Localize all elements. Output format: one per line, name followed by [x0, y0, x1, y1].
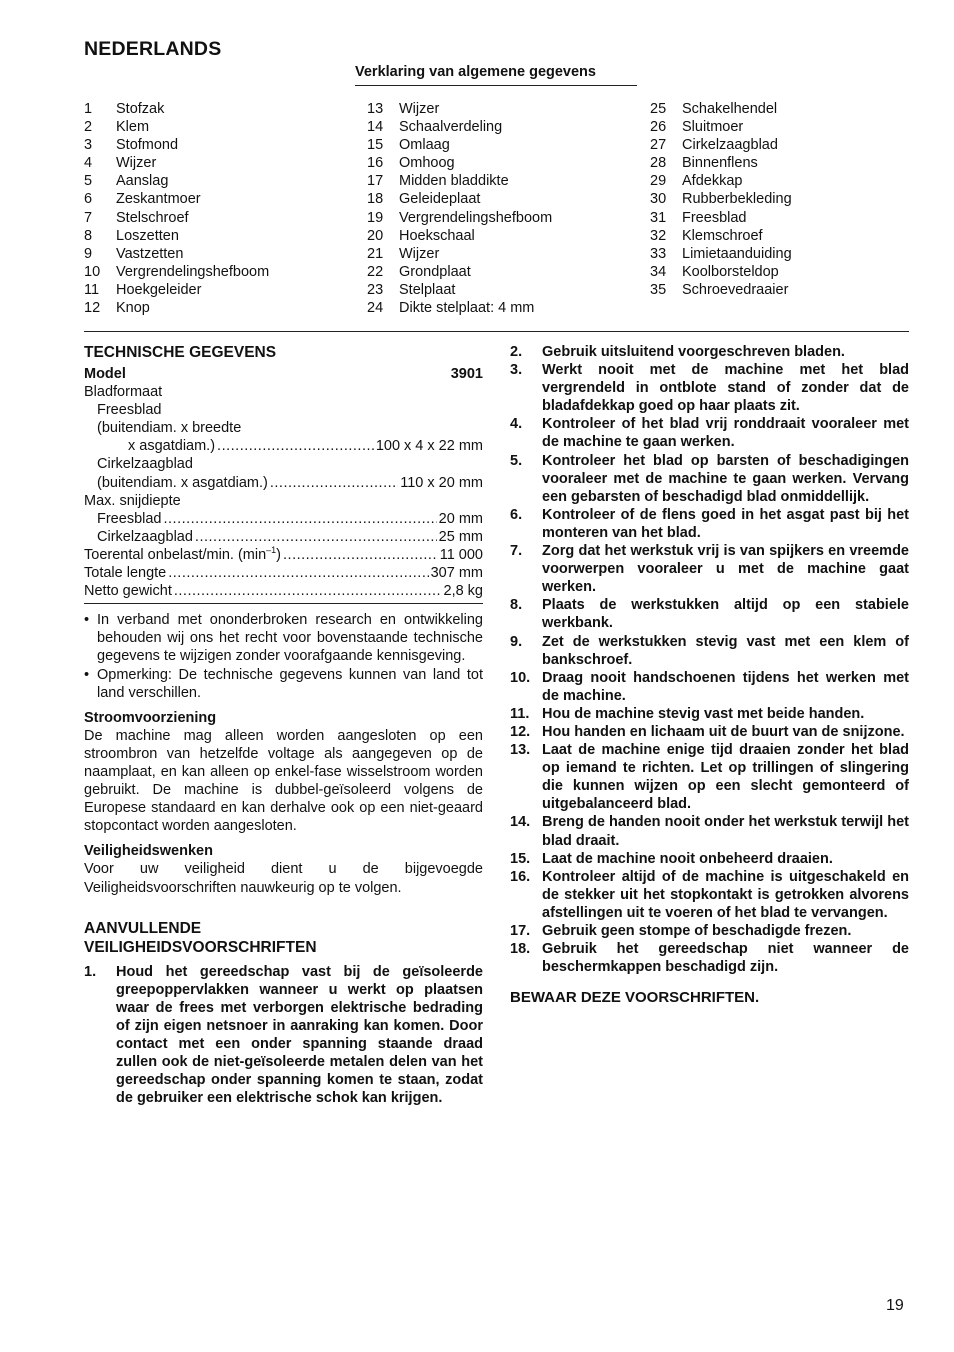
right-column [510, 343, 909, 1007]
list-item: • Opmerking: De technische gegevens kunnen van land tot land verschillen. [84, 666, 483, 701]
legend-item: 1 Stofzak [84, 101, 165, 117]
language-title: NEDERLANDS [84, 38, 222, 60]
list-item: 14. Breng de handen nooit onder het werkstuk terwijl het blad draait. [510, 814, 909, 849]
spec-lengte: Totale lengte ..... 307 mm [84, 564, 483, 582]
left-column [84, 343, 483, 1107]
spec-freesblad-depth: Freesblad ..... 20 mm [84, 510, 483, 528]
legend-item: 31 Freesblad [650, 209, 747, 226]
spec-cirkelzaagblad: Cirkelzaagblad [97, 456, 193, 473]
legend-item: 33 Limietaanduiding [650, 245, 792, 262]
bewaar-heading: BEWAAR DEZE VOORSCHRIFTEN. [510, 989, 760, 1007]
legend-item: 17 Midden bladdikte [367, 173, 509, 190]
legend-heading: Verklaring van algemene gegevens [355, 64, 637, 86]
specs-title: TECHNISCHE GEGEVENS [84, 344, 277, 361]
list-item: • In verband met ononderbroken research en ontwikkeling behouden wij ons het recht voor bovenstaande technische gegevens te wijzigen zonder voorafgaande kennisgeving. [84, 612, 483, 665]
legend-item: 22 Grondplaat [367, 263, 471, 280]
legend-item: 23 Stelplaat [367, 281, 456, 298]
legend-item: 9 Vastzetten [84, 245, 184, 262]
list-item: 9. Zet de werkstukken stevig vast met een klem of bankschroef. [510, 633, 909, 668]
legend-item: 29 Afdekkap [650, 173, 743, 190]
legend-item: 19 Vergrendelingshefboom [367, 209, 553, 226]
legend-item: 34 Koolborsteldop [650, 263, 779, 280]
legend-item: 12 Knop [84, 300, 150, 317]
legend-item: 24 Dikte stelplaat: 4 mm [367, 300, 535, 317]
legend-item: 2 Klem [84, 119, 150, 136]
legend-item: 27 Cirkelzaagblad [650, 137, 778, 154]
rules-list [510, 343, 909, 976]
list-item: 13. Laat de machine enige tijd draaien zonder het blad op iemand te richten. Let op trillingen of slingering die kunnen wijzen op een slecht gemonteerd of uitgebalanceerd blad. [510, 742, 909, 813]
list-item: 12. Hou handen en lichaam uit de buurt van de snijzone. [510, 723, 905, 740]
stroom-text: De machine mag alleen worden aangesloten op een stroombron van hetzelfde voltage als aangegeven op de naamplaat, en kan alleen op enkel-fase wisselstroom worden gebruikt. De machine is dubbel-geïsoleerd volgens de Europese standaard en kan derhalve ook op een niet-geaard stopcontact worden aangesloten. [84, 727, 483, 835]
legend-item: 7 Stelschroef [84, 209, 189, 226]
legend-item: 11 Hoekgeleider [84, 281, 202, 298]
list-item: 5. Kontroleer het blad op barsten of beschadigingen vooraleer met de machine te gaan werken. Vervang een gebarsten of beschadigd blad onmiddellijk. [510, 452, 909, 505]
list-item: 7. Zorg dat het werkstuk vrij is van spijkers en vreemde voorwerpen vooraleer u met de machine gaat werken. [510, 543, 909, 596]
bullet-icon: • [84, 666, 90, 683]
legend-column-3 [650, 100, 792, 299]
legend-item: 5 Aanslag [84, 173, 169, 190]
page-number: 19 [886, 1297, 904, 1314]
list-item: 6. Kontroleer of de flens goed in het asgat past bij het monteren van het blad. [510, 506, 909, 541]
legend-item: 20 Hoekschaal [367, 227, 475, 244]
legend-item: 3 Stofmond [84, 137, 179, 154]
legend-item: 10 Vergrendelingshefboom [84, 263, 270, 280]
spec-buitendiam: (buitendiam. x breedte [97, 420, 242, 437]
legend-item: 18 Geleideplaat [367, 191, 481, 208]
list-item: 18. Gebruik het gereedschap niet wanneer de beschermkappen beschadigd zijn. [510, 941, 909, 976]
section-divider [84, 331, 909, 332]
legend-item: 16 Omhoog [367, 155, 455, 172]
list-item: 15. Laat de machine nooit onbeheerd draaien. [510, 850, 833, 867]
veilig-title: Veiligheidswenken [84, 843, 213, 860]
legend-item: 32 Klemschroef [650, 227, 763, 244]
specs-notes [84, 611, 483, 701]
stroom-title: Stroomvoorziening [84, 709, 217, 726]
legend-item: 26 Sluitmoer [650, 119, 744, 136]
aanvullend-title: AANVULLENDE VEILIGHEIDSVOORSCHRIFTEN [84, 919, 317, 956]
list-item: 4. Kontroleer of het blad vrij ronddraait vooraleer met de machine te gaan werken. [510, 416, 909, 451]
list-item: 16. Kontroleer altijd of de machine is uitgeschakeld en de stekker uit het stopkontakt is getrokken alvorens afstellingen uit te voeren of het blad te vervangen. [510, 868, 909, 921]
list-item: 17. Gebruik geen stompe of beschadigde frezen. [510, 923, 852, 939]
legend-item: 4 Wijzer [84, 155, 157, 172]
list-item: 11. Hou de machine stevig vast met beide handen. [510, 705, 865, 722]
list-item: 1. Houd het gereedschap vast bij de geïsoleerde greepoppervlakken wanneer u werkt op plaatsen waar de frees met verborgen elektrische bedrading of zijn eigen netsnoer in aanraking kan komen. Door contact met een onder spanning staande draad zullen ook de niet-geïsoleerde metalen delen van het gereedschap onder spanning komen te staan, zodat de gebruiker een elektrische schok kan krijgen. [84, 963, 483, 1107]
legend-column-1 [84, 100, 269, 317]
legend-item: 15 Omlaag [367, 137, 450, 154]
legend-column-2 [367, 100, 552, 317]
legend-item: 21 Wijzer [367, 245, 440, 262]
legend-item: 30 Rubberbekleding [650, 191, 792, 208]
legend-item: 14 Schaalverdeling [367, 119, 503, 136]
spec-cirkel-depth: Cirkelzaagblad ..... 25 mm [84, 528, 483, 546]
legend-item: 6 Zeskantmoer [84, 191, 201, 208]
aanvullend-list [84, 963, 483, 1108]
legend-item: 8 Loszetten [84, 227, 179, 244]
model-row: Model 3901 [84, 366, 483, 382]
legend-item: 35 Schroevedraaier [650, 281, 789, 298]
legend-item: 28 Binnenflens [650, 155, 758, 172]
legend-item: 13 Wijzer [367, 101, 440, 117]
list-item: 10. Draag nooit handschoenen tijdens het werken met de machine. [510, 669, 909, 704]
list-item: 2. Gebruik uitsluitend voorgeschreven bladen. [510, 344, 845, 360]
spec-freesblad: Freesblad [97, 402, 162, 419]
legend-item: 25 Schakelhendel [650, 101, 778, 117]
list-item: 3. Werkt nooit met de machine met het blad vergrendeld in ontblote stand of zonder dat de bladafdekkap goed op haar plaats zit. [510, 362, 909, 415]
spec-gewicht: Netto gewicht ..... 2,8 kg [84, 582, 483, 604]
spec-max-snijdiepte: Max. snijdiepte [84, 492, 181, 509]
list-item: 8. Plaats de werkstukken altijd op een stabiele werkbank. [510, 597, 909, 632]
spec-toerental: Toerental onbelast/min. $(\min^{-1})$ ..... 11 000 [84, 546, 483, 564]
spec-freesblad-size: x asgatdiam.) ..... 100 x 4 x 22 mm [84, 437, 483, 455]
spec-bladformaat: Bladformaat [84, 384, 163, 401]
veilig-text: Voor uw veiligheid dient u de bijgevoegde Veiligheidsvoorschriften nauwkeurig op te volgen. [84, 861, 483, 896]
bullet-icon: • [84, 612, 90, 629]
spec-cirkel-size: (buitendiam. x asgatdiam.) ..... 110 x 20 mm [84, 474, 483, 492]
